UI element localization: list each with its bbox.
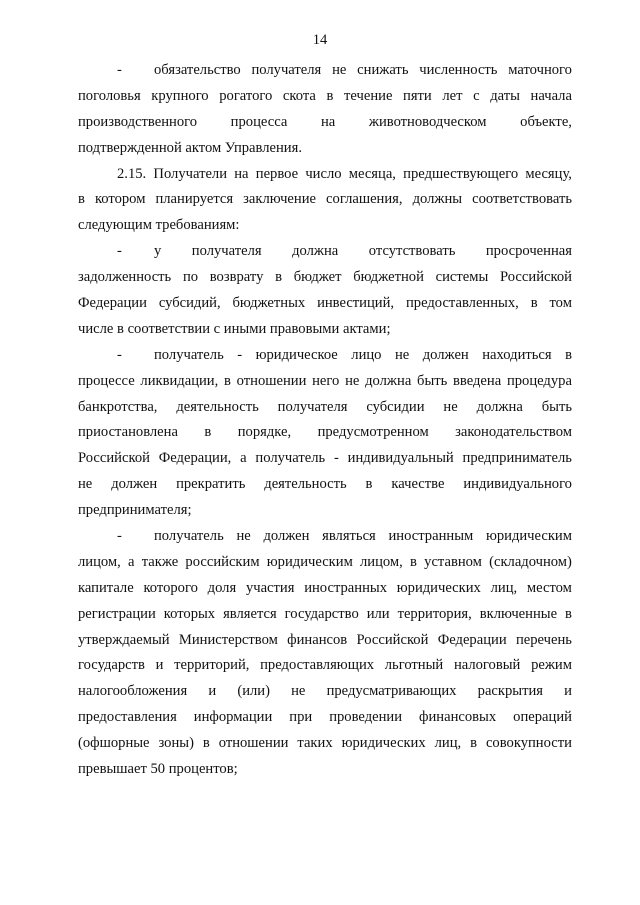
word: капитале [78, 579, 134, 596]
word: в [204, 424, 212, 441]
word: деятельность [264, 476, 347, 493]
word: производственного [78, 113, 198, 130]
word: не [345, 372, 360, 389]
word: получателя [277, 398, 348, 415]
word: деятельность [176, 398, 259, 415]
text-line [78, 187, 572, 213]
document-body [78, 58, 572, 783]
word: предусматривающих [326, 683, 457, 700]
page-number: 14 [312, 32, 328, 48]
word: отсутствовать [368, 243, 456, 260]
word: процедура [506, 372, 572, 389]
word: Федерации, [158, 450, 232, 467]
text-line [78, 58, 572, 84]
word: бюджет [293, 269, 342, 286]
word: у [154, 243, 162, 260]
word: перечень [515, 631, 572, 648]
word: (складочном) [489, 553, 572, 570]
word: предусмотренном [317, 424, 429, 441]
line-words [154, 58, 572, 84]
word: информации [193, 709, 273, 726]
word: российским [185, 553, 260, 570]
word: льготный [384, 657, 444, 674]
word: маточного [508, 62, 572, 78]
word: бюджетной [353, 269, 424, 286]
word: зоны) [158, 735, 194, 752]
word: территория, [397, 605, 472, 622]
word: получателя [191, 243, 262, 260]
word: Получатели [153, 165, 228, 182]
word: должен [422, 346, 469, 363]
text-line [78, 524, 572, 550]
word: раскрытия [477, 683, 543, 700]
word: налоговый [453, 657, 521, 674]
word: лиц, [434, 735, 462, 752]
word: обязательство [154, 62, 241, 78]
word: процессе [78, 372, 135, 389]
word: в [224, 372, 231, 389]
word: предоставления [78, 709, 177, 726]
word: юридическое [255, 346, 338, 363]
word: просроченная [485, 243, 572, 260]
text-line [78, 239, 572, 265]
word: - [237, 346, 243, 363]
word: в [275, 269, 283, 286]
line-text: подтвержденной актом Управления. [78, 139, 302, 156]
word: субсидии [366, 398, 425, 415]
text-line [78, 84, 572, 110]
word: не [394, 346, 410, 363]
word: лицом, [78, 553, 121, 570]
text-line [78, 110, 572, 136]
word: заключение [243, 191, 317, 208]
word: юридическим [266, 553, 353, 570]
word: соглашения, [326, 191, 403, 208]
text-line [78, 343, 572, 369]
word: включенные [479, 605, 558, 622]
text-line [78, 602, 572, 628]
text-line [78, 679, 572, 705]
word: индивидуального [463, 476, 572, 493]
line-text: предпринимателя; [78, 502, 192, 519]
word: юридическим [485, 528, 572, 545]
word: соответствовать [472, 191, 572, 208]
word: при [289, 709, 313, 726]
text-line [78, 731, 572, 757]
word: Российской [500, 269, 572, 286]
word: (офшорные [78, 735, 150, 752]
word: в [530, 295, 538, 312]
word: является [223, 605, 277, 622]
text-line [78, 265, 572, 291]
word: юридических [396, 579, 481, 596]
word: не [291, 683, 306, 700]
word: бюджетных [232, 295, 306, 312]
word: Российской [78, 450, 150, 467]
word: предоставленных, [405, 295, 519, 312]
word: также [141, 553, 179, 570]
word: быть [417, 372, 448, 389]
list-dash: - [117, 62, 122, 78]
word: получателя [251, 62, 322, 78]
word: должны [412, 191, 463, 208]
word: отношении [218, 735, 289, 752]
word: введена [453, 372, 502, 389]
word: снижать [357, 62, 409, 78]
list-dash: - [117, 243, 122, 260]
word: участия [245, 579, 295, 596]
word: поголовья [78, 87, 141, 104]
word: быть [541, 398, 572, 415]
word: по [182, 269, 199, 286]
word: должен [263, 528, 310, 545]
word: или [366, 605, 390, 622]
word: утверждаемый [78, 631, 170, 648]
word: находиться [482, 346, 552, 363]
word: рогатого [219, 87, 273, 104]
word: должна [365, 372, 412, 389]
word: (или) [237, 683, 270, 700]
word: лет [442, 87, 463, 104]
word: совокупности [485, 735, 572, 752]
word: предприниматель [462, 450, 572, 467]
text-line [78, 498, 572, 524]
word: число [305, 165, 342, 182]
word: качестве [391, 476, 445, 493]
line-words [154, 343, 572, 369]
text-line [78, 446, 572, 472]
text-line [78, 291, 572, 317]
word: и [208, 683, 217, 700]
word: него [312, 372, 340, 389]
word: месяцу, [525, 165, 572, 182]
word: лицо [351, 346, 382, 363]
word: территорий, [174, 657, 250, 674]
word: в [202, 735, 210, 752]
word: получатель [255, 450, 326, 467]
word: которого [143, 579, 198, 596]
word: первое [255, 165, 299, 182]
word: - [333, 450, 339, 467]
word: местом [526, 579, 572, 596]
word: предшествующего [403, 165, 519, 182]
word: даты [490, 87, 520, 104]
text-line [78, 136, 572, 162]
line-words [154, 239, 572, 265]
word: законодательством [455, 424, 572, 441]
word: течение [344, 87, 393, 104]
word: должен [111, 476, 158, 493]
word: предоставляющих [260, 657, 375, 674]
word: инвестиций, [317, 295, 395, 312]
line-words [154, 524, 572, 550]
word: пяти [403, 87, 432, 104]
word: с [473, 87, 480, 104]
word: месяца, [348, 165, 396, 182]
word: лиц, [490, 579, 518, 596]
word: скота [282, 87, 316, 104]
word: в [410, 553, 417, 570]
text-line [78, 472, 572, 498]
word: проведении [329, 709, 403, 726]
word: в [565, 605, 572, 622]
word: на [234, 165, 249, 182]
text-line [78, 162, 572, 188]
word: иностранным [388, 528, 474, 545]
word: процесса [230, 113, 288, 130]
word: в [565, 346, 572, 363]
word: финансовых [419, 709, 497, 726]
word: прекратить [176, 476, 246, 493]
word: таких [297, 735, 333, 752]
word: в [78, 191, 85, 208]
word: отношении [236, 372, 307, 389]
text-line [78, 576, 572, 602]
word: системы [435, 269, 489, 286]
text-line [78, 395, 572, 421]
word: лицом, [360, 553, 403, 570]
word: должна [292, 243, 339, 260]
text-line [78, 757, 572, 783]
word: регистрации [78, 605, 156, 622]
text-line [78, 317, 572, 343]
text-line [78, 653, 572, 679]
list-dash: - [117, 528, 122, 545]
word: 2.15. [117, 165, 147, 182]
word: доля [207, 579, 237, 596]
word: являться [322, 528, 376, 545]
word: не [443, 398, 458, 415]
text-line [78, 213, 572, 239]
word: налогообложения [78, 683, 188, 700]
word: получатель [154, 346, 224, 363]
word: ликвидации, [140, 372, 219, 389]
word: и [564, 683, 572, 700]
word: объекте, [520, 113, 572, 130]
word: Российской [356, 631, 429, 648]
word: не [236, 528, 251, 545]
word: котором [94, 191, 146, 208]
word: юридических [341, 735, 426, 752]
word: операций [513, 709, 572, 726]
word: и [155, 657, 164, 674]
word: в [470, 735, 478, 752]
text-line [78, 550, 572, 576]
word: а [240, 450, 247, 467]
text-line [78, 420, 572, 446]
line-text: следующим требованиям: [78, 217, 240, 234]
word: не [78, 476, 93, 493]
word: индивидуальный [347, 450, 454, 467]
word: планируется [155, 191, 234, 208]
word: финансов [287, 631, 348, 648]
text-line [78, 369, 572, 395]
word: в [365, 476, 373, 493]
word: иностранных [304, 579, 387, 596]
word: банкротства, [78, 398, 158, 415]
word: крупного [151, 87, 209, 104]
word: субсидий, [158, 295, 221, 312]
word: порядке, [237, 424, 292, 441]
word: режим [531, 657, 572, 674]
word: Министерством [178, 631, 278, 648]
word: Федерации [437, 631, 507, 648]
word: начала [530, 87, 572, 104]
line-text: превышает 50 процентов; [78, 761, 238, 778]
word: государство [284, 605, 359, 622]
list-dash: - [117, 346, 122, 363]
text-line [78, 628, 572, 654]
word: том [549, 295, 572, 312]
word: Федерации [78, 295, 147, 312]
text-line [78, 705, 572, 731]
word: государств [78, 657, 145, 674]
word: не [332, 62, 347, 78]
word: которых [163, 605, 216, 622]
word: а [128, 553, 135, 570]
word: в [326, 87, 334, 104]
line-text: числе в соответствии с иными правовыми актами; [78, 320, 391, 337]
word: уставном [424, 553, 482, 570]
word: численность [419, 62, 498, 78]
word: должна [476, 398, 523, 415]
word: задолженность [78, 269, 172, 286]
word: приостановлена [78, 424, 178, 441]
word: возврату [209, 269, 264, 286]
word: животноводческом [368, 113, 487, 130]
word: получатель [154, 528, 224, 545]
word: на [320, 113, 336, 130]
